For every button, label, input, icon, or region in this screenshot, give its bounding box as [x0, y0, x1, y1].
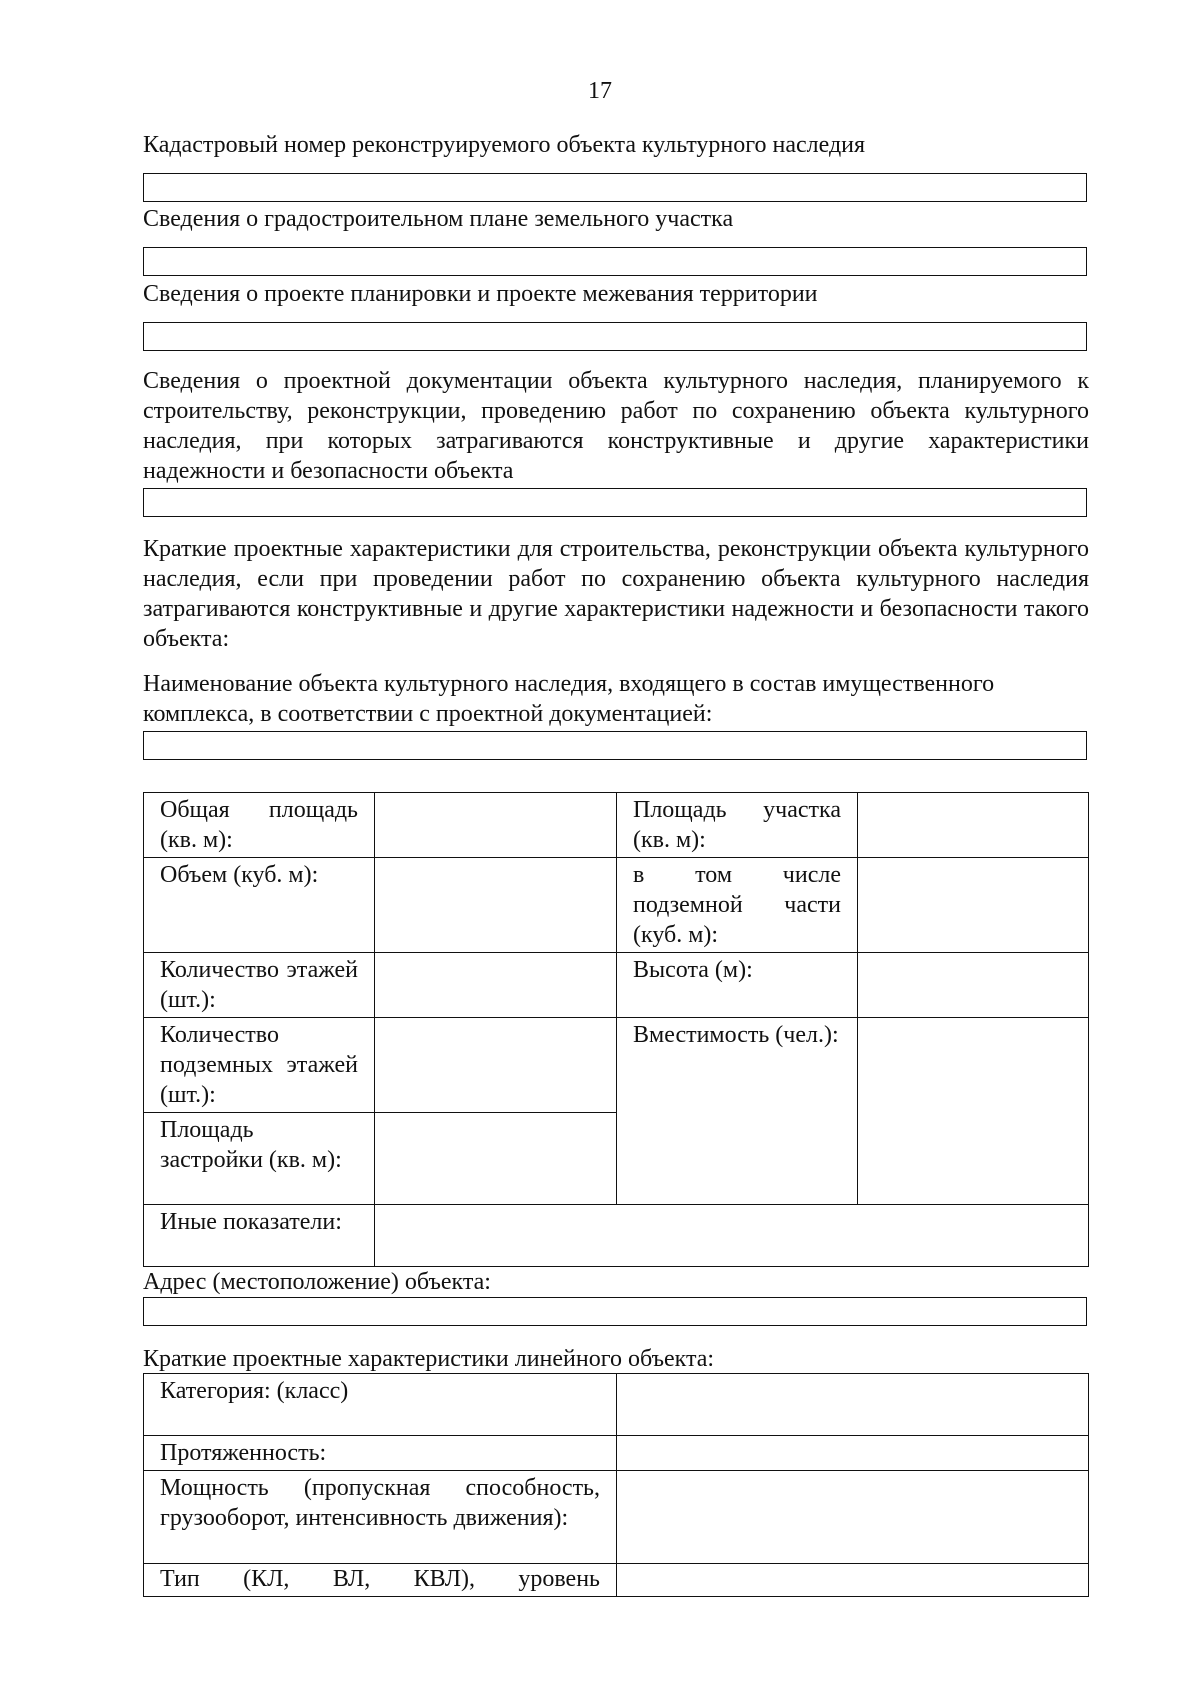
planning-project-field[interactable]	[143, 322, 1087, 351]
type-value[interactable]	[617, 1564, 1089, 1597]
address-label: Адрес (местоположение) объекта:	[143, 1269, 491, 1295]
height-label: Высота (м):	[617, 953, 858, 1018]
length-label: Протяженность:	[144, 1436, 617, 1471]
capacity-value[interactable]	[858, 1018, 1089, 1205]
floors-value[interactable]	[375, 953, 617, 1018]
params-table	[143, 792, 1089, 1267]
volume-label: Объем (куб. м):	[144, 858, 375, 953]
project-docs-field[interactable]	[143, 488, 1087, 517]
category-value[interactable]	[617, 1374, 1089, 1436]
gradplan-label: Сведения о градостроительном плане земельного участка	[143, 206, 734, 232]
type-label: Тип (КЛ, ВЛ, КВЛ), уровень	[144, 1564, 617, 1597]
page-number: 17	[588, 78, 612, 104]
total-area-value[interactable]	[375, 793, 617, 858]
cadastral-number-label: Кадастровый номер реконструируемого объекта культурного наследия	[143, 132, 866, 158]
volume-value[interactable]	[375, 858, 617, 953]
height-value[interactable]	[858, 953, 1089, 1018]
linear-object-title: Краткие проектные характеристики линейного объекта:	[143, 1346, 715, 1372]
planning-project-label: Сведения о проекте планировки и проекте межевания территории	[143, 281, 818, 307]
capacity-linear-value[interactable]	[617, 1471, 1089, 1564]
floors-label: Количество этажей (шт.):	[144, 953, 375, 1018]
underground-volume-value[interactable]	[858, 858, 1089, 953]
plot-area-label: Площадь участка (кв. м):	[617, 793, 858, 858]
object-name-field[interactable]	[143, 731, 1087, 760]
plot-area-value[interactable]	[858, 793, 1089, 858]
linear-object-table	[143, 1373, 1089, 1597]
object-name-label: Наименование объекта культурного наследия, входящего в состав имущественного комплекса, в соответствии с проектной документацией:	[143, 671, 995, 727]
total-area-label: Общая площадь (кв. м):	[144, 793, 375, 858]
underground-volume-label: в том числе подземной части (куб. м):	[617, 858, 858, 953]
other-indicators-label: Иные показатели:	[144, 1205, 375, 1267]
length-value[interactable]	[617, 1436, 1089, 1471]
other-indicators-value[interactable]	[375, 1205, 1089, 1267]
project-docs-label: Сведения о проектной документации объекта культурного наследия, планируемого к строительству, реконструкции, проведению работ по сохранению объекта культурного наследия, при которых затрагиваются конструктивные и другие характеристики надежности и безопасности объекта	[143, 368, 1089, 484]
underground-floors-value[interactable]	[375, 1018, 617, 1113]
capacity-linear-label: Мощность (пропускная способность, грузооборот, интенсивность движения):	[144, 1471, 617, 1564]
cadastral-number-field[interactable]	[143, 173, 1087, 202]
building-area-label: Площадь застройки (кв. м):	[144, 1113, 375, 1205]
underground-floors-label: Количество подземных этажей (шт.):	[144, 1018, 375, 1113]
address-field[interactable]	[143, 1297, 1087, 1326]
gradplan-field[interactable]	[143, 247, 1087, 276]
capacity-label: Вместимость (чел.):	[617, 1018, 858, 1205]
category-label: Категория: (класс)	[144, 1374, 617, 1436]
building-area-value[interactable]	[375, 1113, 617, 1205]
brief-characteristics-intro: Краткие проектные характеристики для строительства, реконструкции объекта культурного наследия, если при проведении работ по сохранению объекта культурного наследия затрагиваются конструктивные и другие характеристики надежности и безопасности такого объекта:	[143, 536, 1089, 652]
